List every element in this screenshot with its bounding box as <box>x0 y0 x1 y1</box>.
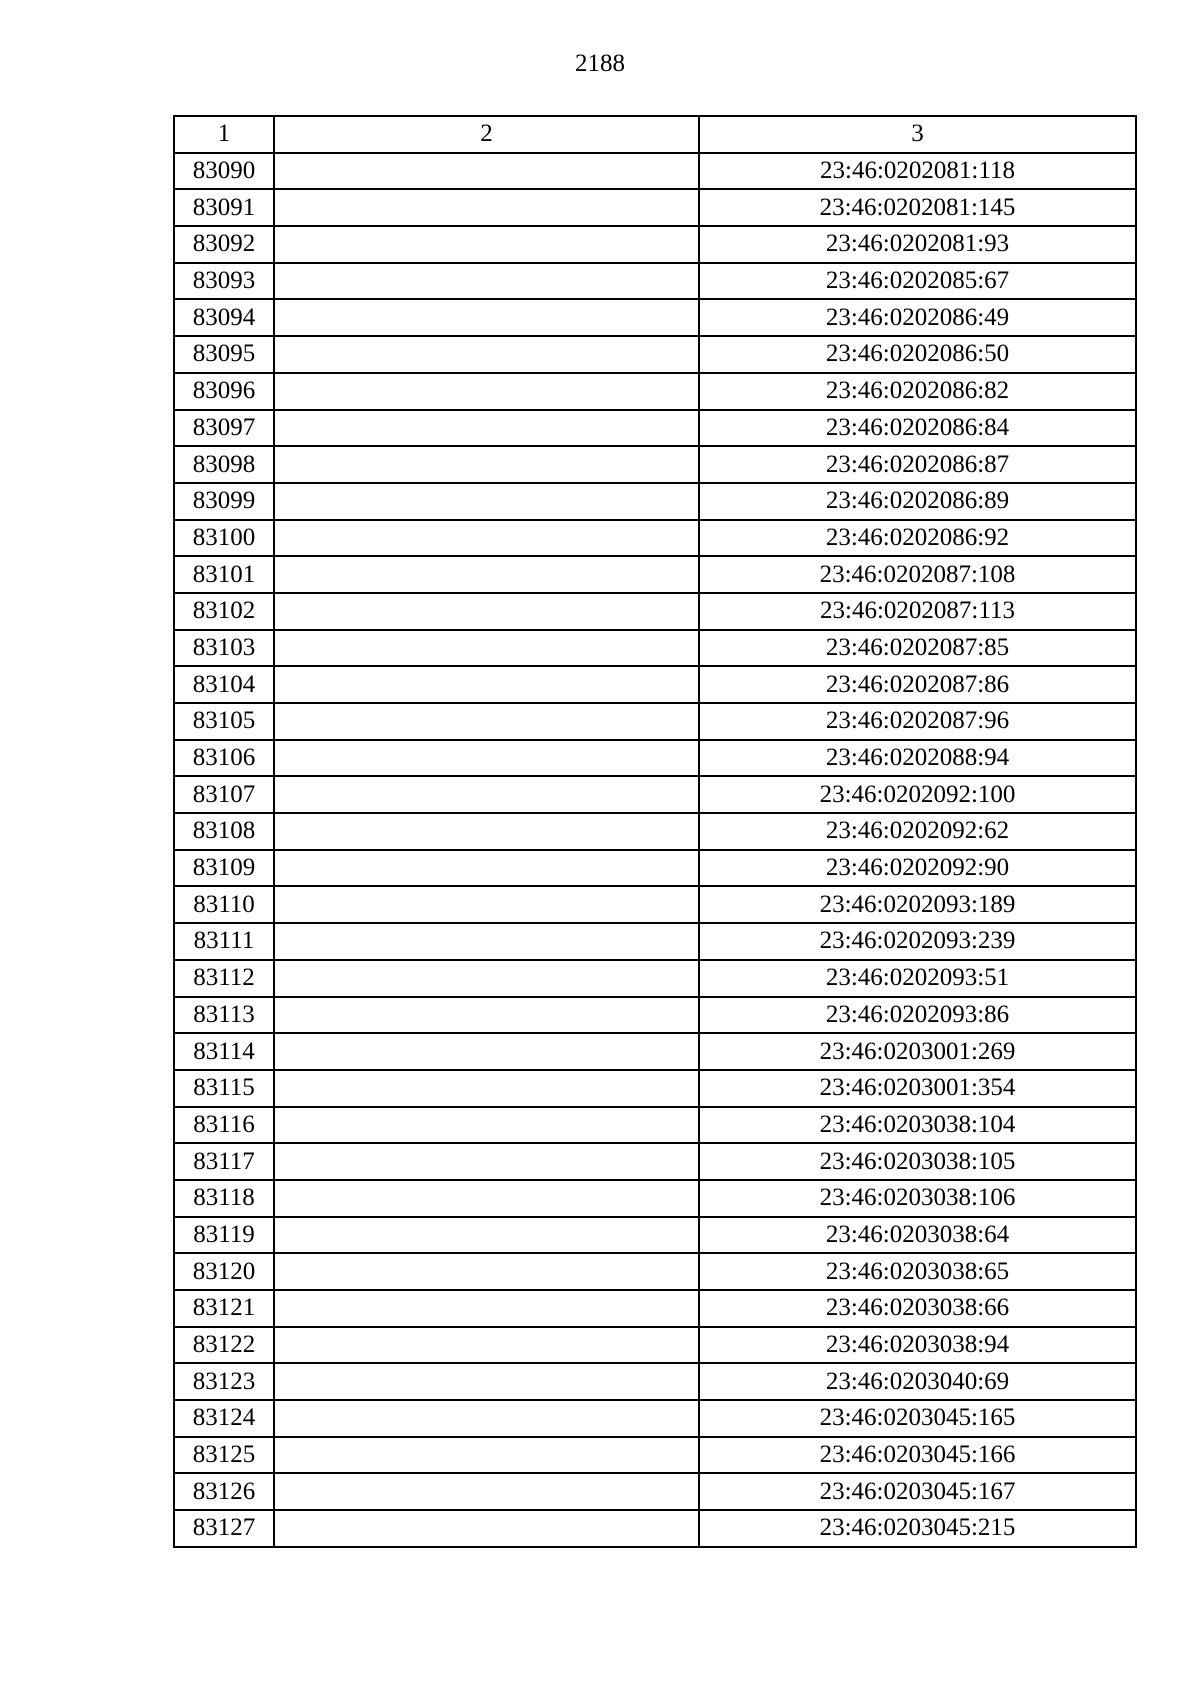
row-number-cell: 83096 <box>174 373 274 410</box>
row-empty-cell <box>274 997 699 1034</box>
row-number-cell: 83110 <box>174 886 274 923</box>
cadastral-number-cell: 23:46:0202087:96 <box>699 703 1136 740</box>
table-row <box>174 1253 1136 1290</box>
row-empty-cell <box>274 923 699 960</box>
column-header-2: 2 <box>274 116 699 153</box>
table-row <box>174 1437 1136 1474</box>
row-empty-cell <box>274 703 699 740</box>
table-header-row <box>174 116 1136 153</box>
table-row <box>174 813 1136 850</box>
table-row <box>174 1400 1136 1437</box>
table-row <box>174 850 1136 887</box>
row-empty-cell <box>274 593 699 630</box>
cadastral-number-cell: 23:46:0202086:50 <box>699 336 1136 373</box>
row-empty-cell <box>274 1070 699 1107</box>
table-row <box>174 153 1136 190</box>
row-number-cell: 83094 <box>174 299 274 336</box>
cadastral-number-cell: 23:46:0202086:49 <box>699 299 1136 336</box>
table-body <box>174 153 1136 1547</box>
table-row <box>174 997 1136 1034</box>
row-number-cell: 83104 <box>174 666 274 703</box>
row-number-cell: 83099 <box>174 483 274 520</box>
table-row <box>174 1327 1136 1364</box>
cadastral-number-cell: 23:46:0202081:118 <box>699 153 1136 190</box>
cadastral-number-cell: 23:46:0203038:105 <box>699 1143 1136 1180</box>
cadastral-number-cell: 23:46:0202086:92 <box>699 520 1136 557</box>
table-row <box>174 1107 1136 1144</box>
row-number-cell: 83114 <box>174 1033 274 1070</box>
row-number-cell: 83093 <box>174 263 274 300</box>
row-number-cell: 83095 <box>174 336 274 373</box>
row-number-cell: 83098 <box>174 446 274 483</box>
row-empty-cell <box>274 1180 699 1217</box>
table-row <box>174 299 1136 336</box>
cadastral-number-cell: 23:46:0203040:69 <box>699 1363 1136 1400</box>
table-row <box>174 1033 1136 1070</box>
cadastral-number-cell: 23:46:0202086:87 <box>699 446 1136 483</box>
row-number-cell: 83108 <box>174 813 274 850</box>
cadastral-number-cell: 23:46:0202093:86 <box>699 997 1136 1034</box>
row-number-cell: 83109 <box>174 850 274 887</box>
table-row <box>174 666 1136 703</box>
cadastral-number-cell: 23:46:0202086:82 <box>699 373 1136 410</box>
row-number-cell: 83091 <box>174 189 274 226</box>
table-row <box>174 1290 1136 1327</box>
table-row <box>174 1217 1136 1254</box>
row-empty-cell <box>274 960 699 997</box>
cadastral-number-cell: 23:46:0202081:93 <box>699 226 1136 263</box>
row-empty-cell <box>274 1400 699 1437</box>
table-row <box>174 1143 1136 1180</box>
row-number-cell: 83115 <box>174 1070 274 1107</box>
row-number-cell: 83097 <box>174 410 274 447</box>
cadastral-number-cell: 23:46:0203038:94 <box>699 1327 1136 1364</box>
row-empty-cell <box>274 813 699 850</box>
row-empty-cell <box>274 740 699 777</box>
cadastral-number-cell: 23:46:0203001:269 <box>699 1033 1136 1070</box>
page-number: 2188 <box>575 50 625 77</box>
cadastral-number-cell: 23:46:0202087:113 <box>699 593 1136 630</box>
row-number-cell: 83101 <box>174 556 274 593</box>
row-number-cell: 83116 <box>174 1107 274 1144</box>
table-row <box>174 483 1136 520</box>
row-empty-cell <box>274 1327 699 1364</box>
row-empty-cell <box>274 1363 699 1400</box>
row-number-cell: 83105 <box>174 703 274 740</box>
registry-table <box>173 115 1137 1548</box>
cadastral-number-cell: 23:46:0202092:62 <box>699 813 1136 850</box>
row-empty-cell <box>274 299 699 336</box>
row-number-cell: 83111 <box>174 923 274 960</box>
cadastral-number-cell: 23:46:0203001:354 <box>699 1070 1136 1107</box>
table-row <box>174 740 1136 777</box>
row-number-cell: 83127 <box>174 1510 274 1547</box>
row-empty-cell <box>274 776 699 813</box>
row-number-cell: 83122 <box>174 1327 274 1364</box>
row-number-cell: 83119 <box>174 1217 274 1254</box>
row-empty-cell <box>274 373 699 410</box>
row-empty-cell <box>274 850 699 887</box>
cadastral-number-cell: 23:46:0203045:166 <box>699 1437 1136 1474</box>
table-row <box>174 923 1136 960</box>
table-row <box>174 1363 1136 1400</box>
cadastral-number-cell: 23:46:0203045:167 <box>699 1473 1136 1510</box>
row-number-cell: 83126 <box>174 1473 274 1510</box>
table-row <box>174 410 1136 447</box>
row-empty-cell <box>274 556 699 593</box>
cadastral-number-cell: 23:46:0202093:189 <box>699 886 1136 923</box>
cadastral-number-cell: 23:46:0203038:104 <box>699 1107 1136 1144</box>
row-number-cell: 83113 <box>174 997 274 1034</box>
cadastral-number-cell: 23:46:0202087:85 <box>699 630 1136 667</box>
cadastral-number-cell: 23:46:0202092:90 <box>699 850 1136 887</box>
table-row <box>174 630 1136 667</box>
row-empty-cell <box>274 630 699 667</box>
row-empty-cell <box>274 153 699 190</box>
row-empty-cell <box>274 336 699 373</box>
row-empty-cell <box>274 1107 699 1144</box>
row-empty-cell <box>274 1473 699 1510</box>
table-row <box>174 189 1136 226</box>
table-row <box>174 1473 1136 1510</box>
row-number-cell: 83107 <box>174 776 274 813</box>
cadastral-number-cell: 23:46:0203038:65 <box>699 1253 1136 1290</box>
row-empty-cell <box>274 1253 699 1290</box>
table-row <box>174 1510 1136 1547</box>
cadastral-number-cell: 23:46:0203038:106 <box>699 1180 1136 1217</box>
row-empty-cell <box>274 410 699 447</box>
cadastral-number-cell: 23:46:0202092:100 <box>699 776 1136 813</box>
row-number-cell: 83117 <box>174 1143 274 1180</box>
row-empty-cell <box>274 1143 699 1180</box>
table-row <box>174 373 1136 410</box>
column-header-3: 3 <box>699 116 1136 153</box>
cadastral-number-cell: 23:46:0203045:165 <box>699 1400 1136 1437</box>
table-row <box>174 446 1136 483</box>
row-empty-cell <box>274 1290 699 1327</box>
row-empty-cell <box>274 1033 699 1070</box>
cadastral-number-cell: 23:46:0202093:51 <box>699 960 1136 997</box>
table-row <box>174 226 1136 263</box>
table-row <box>174 886 1136 923</box>
table-row <box>174 556 1136 593</box>
row-empty-cell <box>274 263 699 300</box>
row-number-cell: 83118 <box>174 1180 274 1217</box>
row-empty-cell <box>274 886 699 923</box>
row-number-cell: 83120 <box>174 1253 274 1290</box>
table-row <box>174 960 1136 997</box>
cadastral-number-cell: 23:46:0202081:145 <box>699 189 1136 226</box>
row-empty-cell <box>274 483 699 520</box>
cadastral-number-cell: 23:46:0203038:64 <box>699 1217 1136 1254</box>
cadastral-number-cell: 23:46:0202086:84 <box>699 410 1136 447</box>
cadastral-number-cell: 23:46:0202093:239 <box>699 923 1136 960</box>
row-empty-cell <box>274 520 699 557</box>
row-number-cell: 83102 <box>174 593 274 630</box>
cadastral-number-cell: 23:46:0202085:67 <box>699 263 1136 300</box>
table-row <box>174 1180 1136 1217</box>
row-empty-cell <box>274 189 699 226</box>
table-row <box>174 593 1136 630</box>
row-number-cell: 83100 <box>174 520 274 557</box>
column-header-1: 1 <box>174 116 274 153</box>
row-empty-cell <box>274 1437 699 1474</box>
row-number-cell: 83125 <box>174 1437 274 1474</box>
row-empty-cell <box>274 446 699 483</box>
table-row <box>174 520 1136 557</box>
row-number-cell: 83106 <box>174 740 274 777</box>
table-row <box>174 776 1136 813</box>
table-row <box>174 1070 1136 1107</box>
cadastral-number-cell: 23:46:0202086:89 <box>699 483 1136 520</box>
row-number-cell: 83103 <box>174 630 274 667</box>
row-number-cell: 83121 <box>174 1290 274 1327</box>
row-empty-cell <box>274 666 699 703</box>
row-number-cell: 83090 <box>174 153 274 190</box>
cadastral-number-cell: 23:46:0203045:215 <box>699 1510 1136 1547</box>
cadastral-number-cell: 23:46:0202088:94 <box>699 740 1136 777</box>
row-empty-cell <box>274 1510 699 1547</box>
row-empty-cell <box>274 1217 699 1254</box>
cadastral-number-cell: 23:46:0202087:86 <box>699 666 1136 703</box>
row-number-cell: 83112 <box>174 960 274 997</box>
table-row <box>174 263 1136 300</box>
table-row <box>174 703 1136 740</box>
row-number-cell: 83124 <box>174 1400 274 1437</box>
cadastral-number-cell: 23:46:0203038:66 <box>699 1290 1136 1327</box>
row-number-cell: 83092 <box>174 226 274 263</box>
row-empty-cell <box>274 226 699 263</box>
row-number-cell: 83123 <box>174 1363 274 1400</box>
cadastral-number-cell: 23:46:0202087:108 <box>699 556 1136 593</box>
table-row <box>174 336 1136 373</box>
